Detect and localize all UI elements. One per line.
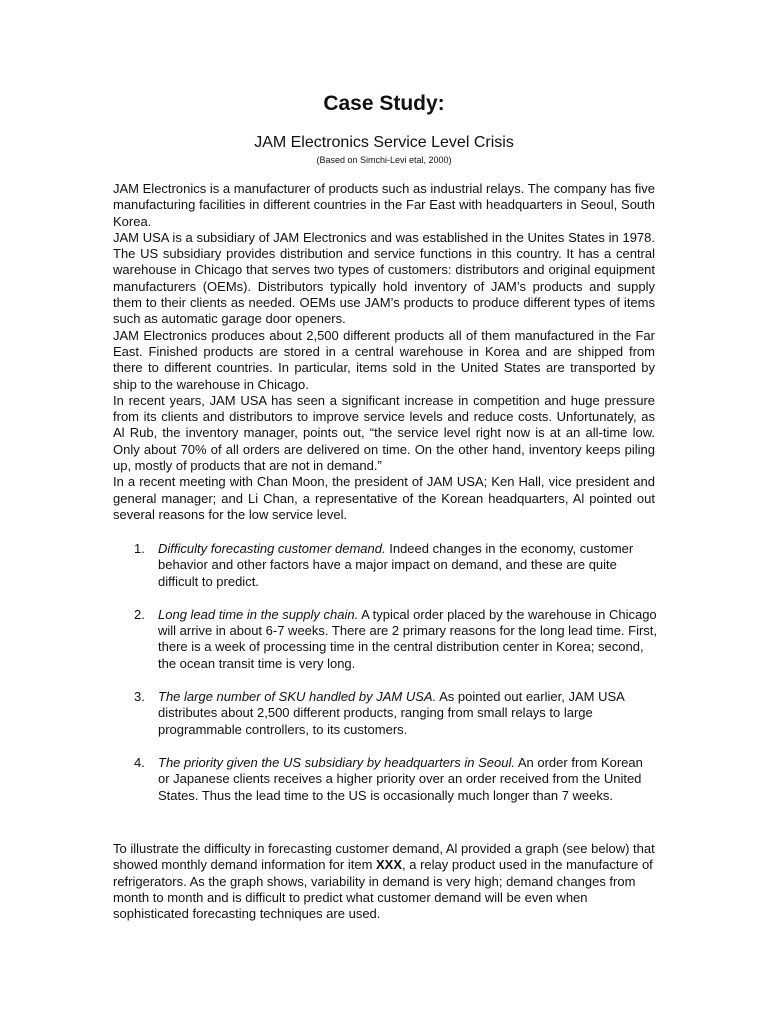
reason-lead: The priority given the US subsidiary by headquarters in Seoul.: [158, 754, 515, 770]
list-number: 2.: [134, 606, 145, 622]
closing-text-before: To illustrate the difficulty in forecasting customer demand, Al provided a graph (see below) that showed monthly demand information for item: [113, 841, 655, 873]
list-item: [113, 755, 658, 804]
paragraph: JAM Electronics is a manufacturer of products such as industrial relays. The company has five manufacturing facilities in different countries in the Far East with headquarters in Seoul, South Korea.: [113, 181, 655, 229]
reason-text: An order from Korean or Japanese clients receives a higher priority over an order received from the United States. Thus the lead time to the US is occasionally much longer than 7 weeks.: [158, 754, 643, 803]
reasons-list: [113, 541, 658, 821]
reason-text: As pointed out earlier, JAM USA distributes about 2,500 different products, ranging from small relays to large programmable controllers, to its customers.: [158, 689, 625, 737]
reason-lead: The large number of SKU handled by JAM USA.: [158, 689, 437, 705]
case-subtitle: JAM Electronics Service Level Crisis: [254, 134, 514, 151]
page-title: Case Study:: [323, 92, 445, 115]
closing-paragraph: [113, 841, 658, 922]
list-item: [113, 689, 658, 738]
reason-lead: Difficulty forecasting customer demand.: [158, 541, 386, 556]
reason-lead: Long lead time in the supply chain.: [158, 606, 359, 622]
list-number: 4.: [134, 754, 145, 770]
reason-text: Indeed changes in the economy, customer behavior and other factors have a major impact on demand, and these are quite difficult to predict.: [158, 541, 634, 589]
intro-text: [113, 181, 655, 523]
closing-text-after: , a relay product used in the manufacture of refrigerators. As the graph shows, variability in demand is very high; demand changes from month to month and is difficult to predict what customer demand will be even when sophisticated forecasting techniques are used.: [113, 857, 653, 922]
paragraph: In a recent meeting with Chan Moon, the president of JAM USA; Ken Hall, vice president and general manager; and Li Chan, a representative of the Korean headquarters, Al pointed out several reasons for the low service level.: [113, 474, 655, 522]
paragraph: JAM USA is a subsidiary of JAM Electronics and was established in the Unites States in 1978. The US subsidiary provides distribution and service functions in this country. It has a central warehouse in Chicago that serves two types of customers: distributors and original equipment manufacturers (OEMs). Distributors typically hold inventory of JAM’s products and supply them to their clients as needed. OEMs use JAM’s products to produce different types of items such as automatic garage door openers.: [113, 229, 655, 327]
paragraph: In recent years, JAM USA has seen a significant increase in competition and huge pressure from its clients and distributors to improve service levels and reduce costs. Unfortunately, as Al Rub, the inventory manager, points out, “the service level right now is at an all-time low. Only about 70% of all orders are delivered on time. On the other hand, inventory keeps piling up, mostly of products that are not in demand.”: [113, 392, 655, 474]
source-note: (Based on Simchi-Levi etal, 2000): [316, 155, 452, 165]
reason-text: A typical order placed by the warehouse in Chicago will arrive in about 6-7 weeks. There are 2 primary reasons for the long lead time. First, there is a week of processing time in the central distribution center in Korea; second, the ocean transit time is very long.: [158, 606, 658, 671]
list-number: 1.: [134, 541, 145, 556]
list-item: [113, 541, 658, 590]
list-item: [113, 607, 658, 672]
paragraph: JAM Electronics produces about 2,500 different products all of them manufactured in the Far East. Finished products are stored in a central warehouse in Korea and are shipped from there to different countries. In particular, items sold in the United States are transported by ship to the warehouse in Chicago.: [113, 327, 655, 392]
list-number: 3.: [134, 689, 145, 705]
item-code: XXX: [376, 857, 403, 873]
